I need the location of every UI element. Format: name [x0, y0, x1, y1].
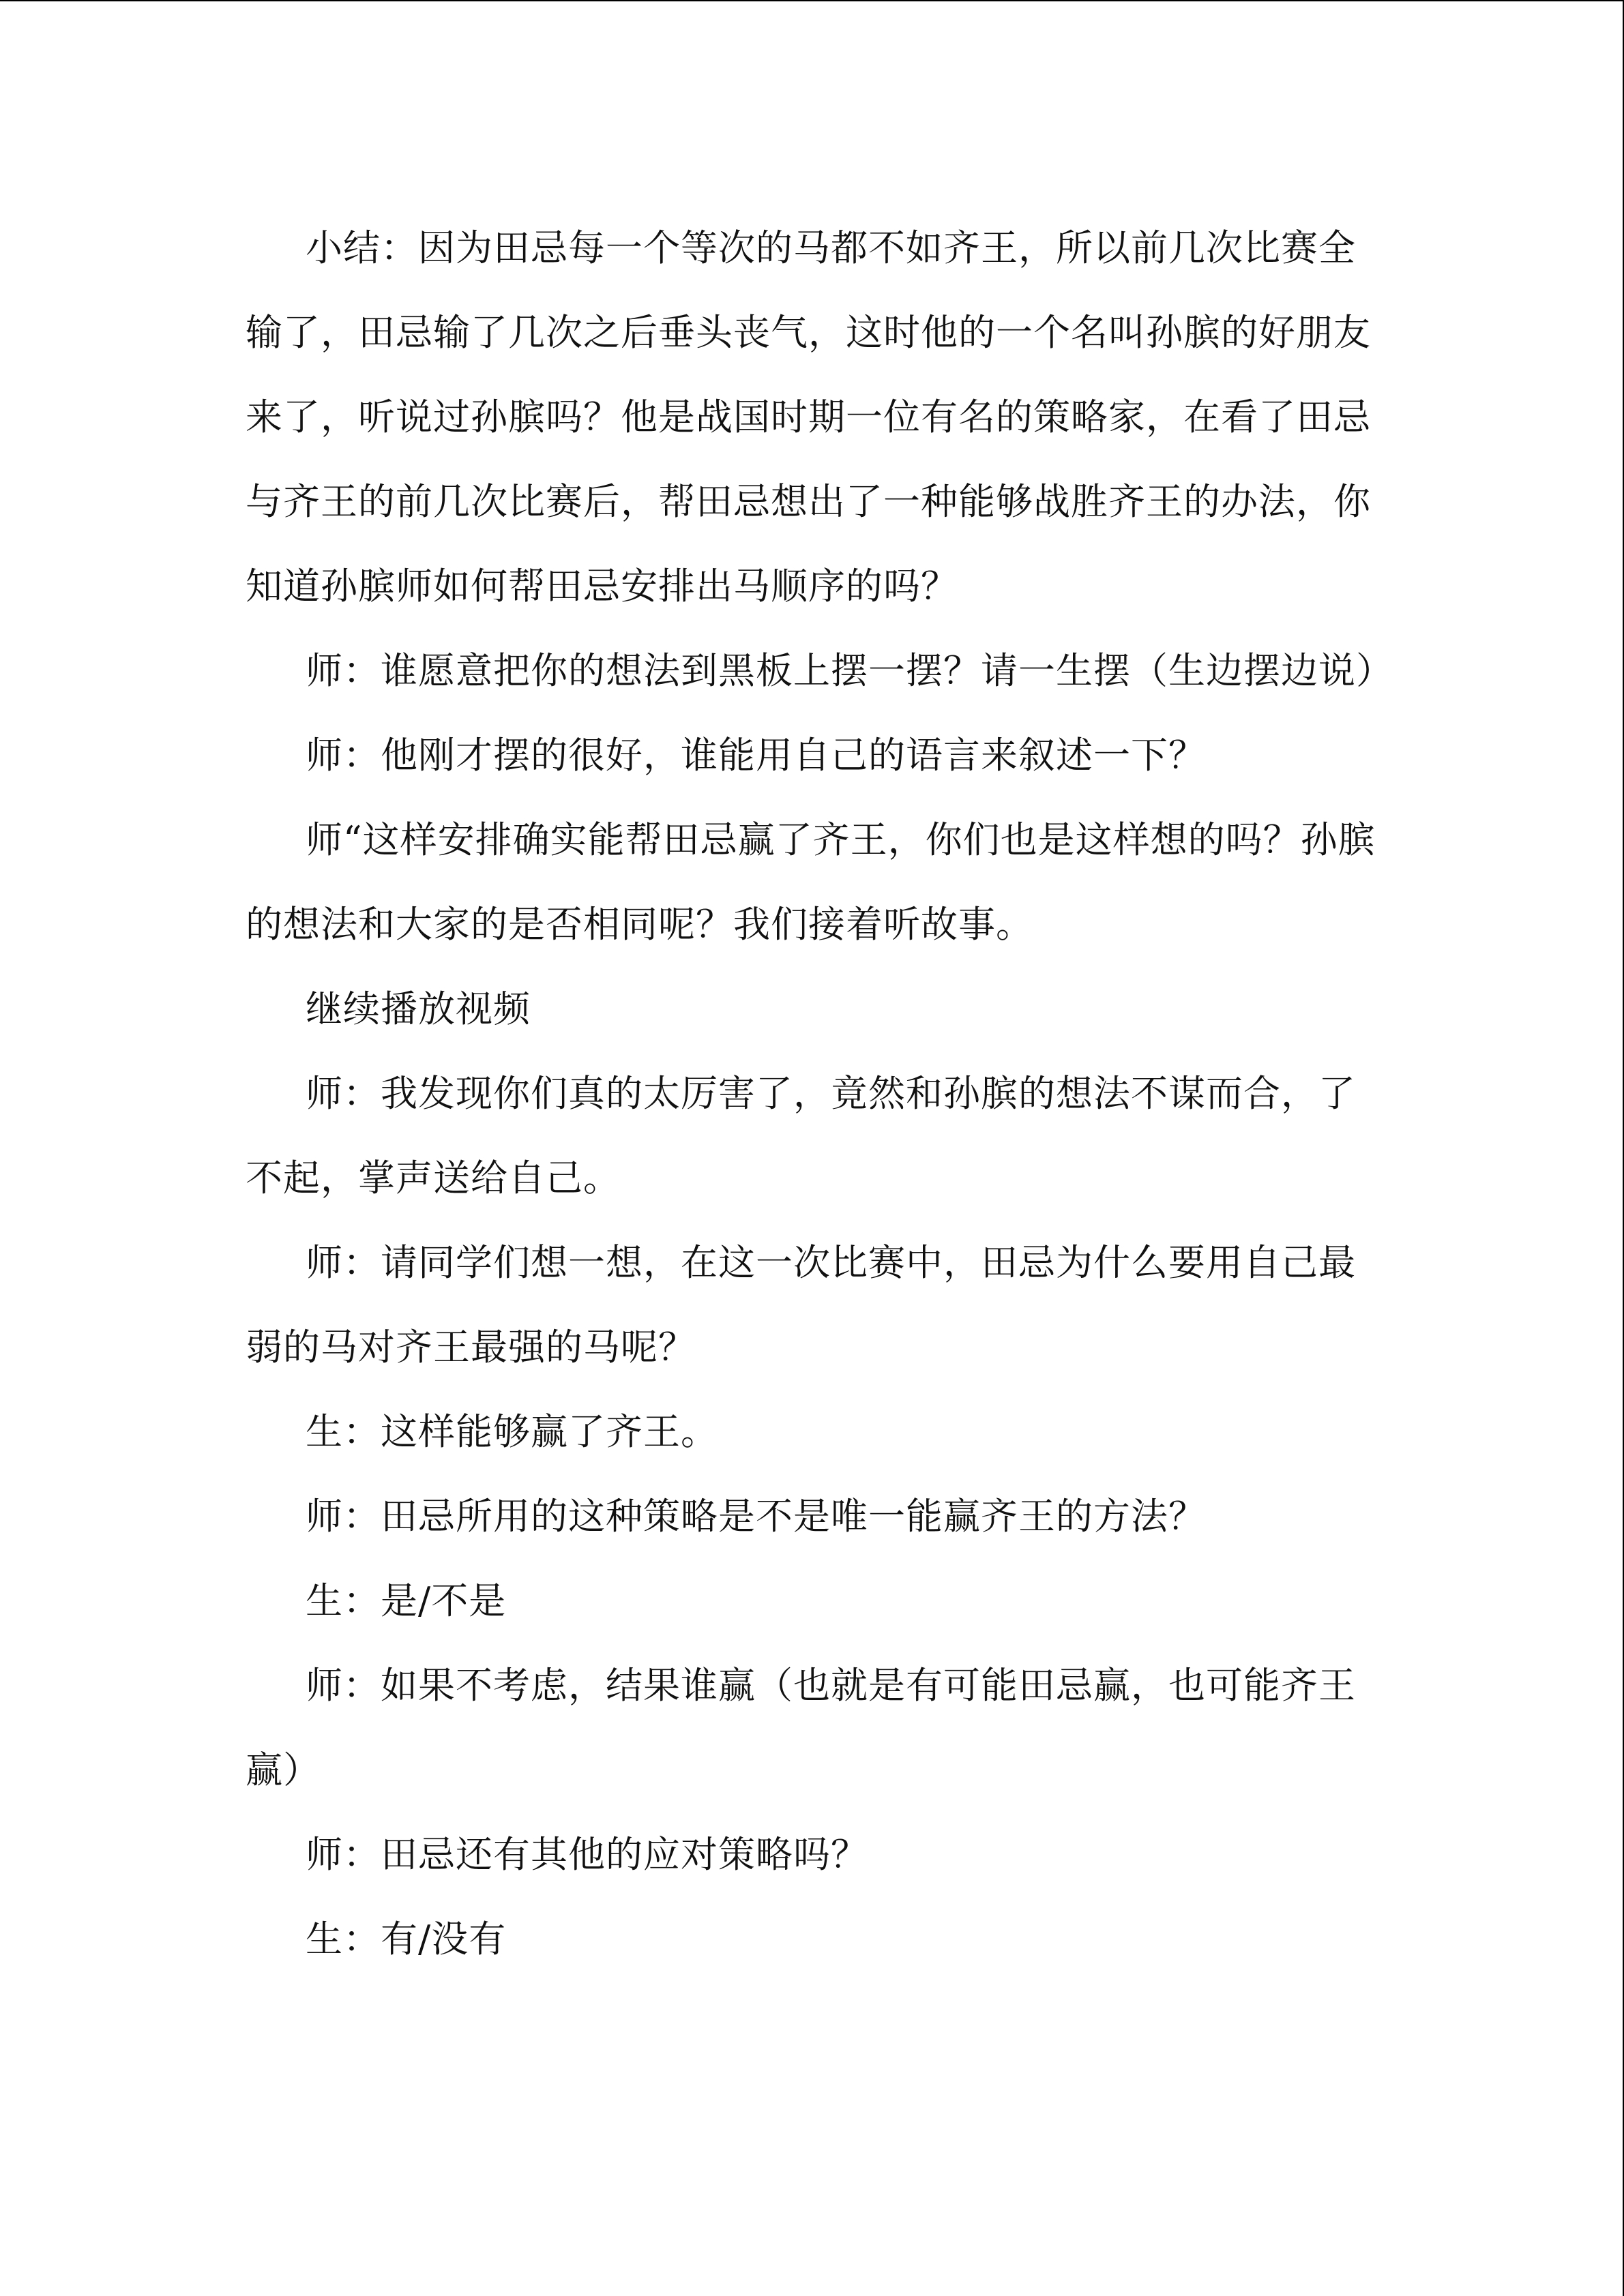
paragraph-teacher-other-strategy: 师：田忌还有其他的应对策略吗？ [306, 1833, 868, 1876]
paragraph-teacher-story: 师“这样安排确实能帮田忌赢了齐王，你们也是这样想的吗？孙膑的想法和大家的是否相同呢？我们接着听故事。 [246, 818, 1376, 946]
paragraph-teacher-retell: 师：他刚才摆的很好，谁能用自己的语言来叙述一下？ [306, 734, 1206, 777]
paragraph-teacher-praise: 师：我发现你们真的太厉害了，竟然和孙膑的想法不谋而合，了不起，掌声送给自己。 [246, 1072, 1356, 1199]
paragraph-student-answer: 生：这样能够赢了齐王。 [306, 1410, 718, 1453]
paragraph-teacher-who-wins: 师：如果不考虑，结果谁赢（也就是有可能田忌赢，也可能齐王赢） [246, 1664, 1356, 1791]
paragraph-student-yes-no: 生：是/不是 [306, 1579, 507, 1622]
paragraph-teacher-blackboard: 师：谁愿意把你的想法到黑板上摆一摆？请一生摆（生边摆边说） [306, 649, 1393, 692]
paragraph-summary: 小结：因为田忌每一个等次的马都不如齐王，所以前几次比赛全输了，田忌输了几次之后垂头丧气，这时他的一个名叫孙膑的好朋友来了，听说过孙膑吗？他是战国时期一位有名的策略家，在看了田忌与齐王的前几次比赛后，帮田忌想出了一种能够战胜齐王的办法，你知道孙膑师如何帮田忌安排出马顺序的吗？ [246, 226, 1371, 608]
paragraph-teacher-question: 师：请同学们想一想，在这一次比赛中，田忌为什么要用自己最弱的马对齐王最强的马呢？ [246, 1241, 1356, 1369]
document-body [246, 206, 1393, 1982]
paragraph-student-have-none: 生：有/没有 [306, 1918, 507, 1960]
paragraph-teacher-only-method: 师：田忌所用的这种策略是不是唯一能赢齐王的方法？ [306, 1495, 1206, 1538]
paragraph-continue-video: 继续播放视频 [306, 987, 531, 1030]
